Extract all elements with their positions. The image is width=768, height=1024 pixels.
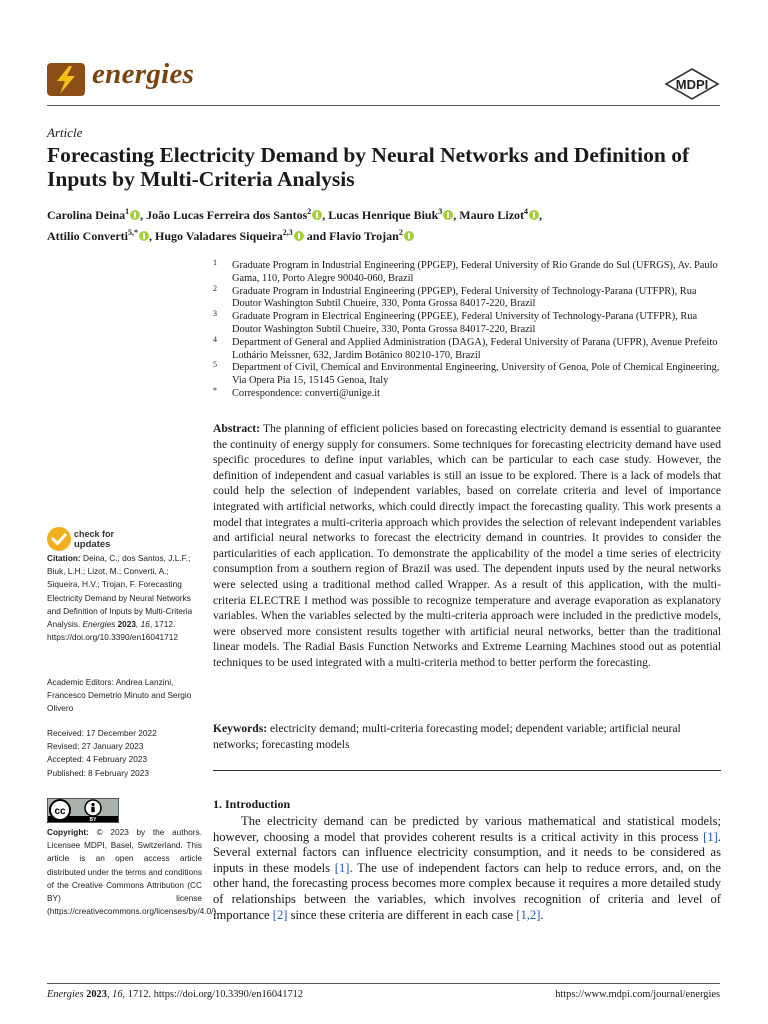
orcid-icon[interactable]	[130, 210, 140, 220]
abstract	[213, 421, 721, 671]
cc-by-label: BY	[89, 817, 97, 823]
author-affil-sup: 1	[125, 207, 130, 216]
orcid-icon[interactable]	[312, 210, 322, 220]
affiliation-item	[213, 283, 728, 312]
author-name: Hugo Valadares Siqueira	[154, 229, 283, 243]
affiliation-number: 3	[213, 309, 217, 319]
author-sep: ,	[539, 208, 543, 222]
author-name: Attilio Converti	[47, 229, 128, 243]
journal-url[interactable]: https://www.mdpi.com/journal/energies	[555, 989, 720, 1000]
citation-volume: , 16	[136, 619, 150, 630]
author-list	[47, 203, 727, 245]
orcid-icon[interactable]	[529, 210, 539, 220]
author-sep: ,	[140, 208, 147, 222]
author-name: João Lucas Ferreira dos Santos	[146, 208, 308, 222]
affiliation-text: Department of General and Applied Administration (DAGA), Federal University of Parana (UFPR), Avenue Prefeito Lothário Meissner, 632, Jardim Botânico 80210-170, Brazil	[232, 336, 718, 361]
footer-citation	[47, 989, 303, 1000]
intro-text: . Several external factors can influence electricity consumption, and it needs to be considered as inputs in these models	[213, 829, 721, 875]
author-name: Flavio Trojan	[329, 229, 399, 243]
citation-block	[47, 552, 202, 644]
author-affil-sup: 3	[438, 207, 443, 216]
keywords-text: electricity demand; multi-criteria forecasting model; dependent variable; artificial neural networks; forecasting models	[213, 722, 681, 751]
intro-text: since these criteria are different in each case	[287, 907, 517, 922]
author-sep: and	[303, 229, 330, 243]
revised-date: Revised: 27 January 2023	[47, 741, 144, 752]
orcid-icon[interactable]	[139, 231, 149, 241]
svg-text:cc: cc	[54, 806, 66, 817]
header-divider	[47, 105, 720, 106]
author-sep: ,	[322, 208, 329, 222]
affiliation-list	[213, 260, 728, 401]
article-type: Article	[47, 125, 83, 140]
author-name: Lucas Henrique Biuk	[328, 208, 439, 222]
affiliation-number: 5	[213, 360, 217, 370]
page-title: Forecasting Electricity Demand by Neural Networks and Definition of Inputs by Multi-Criteria Analysis	[47, 143, 690, 191]
author-affil-sup: 5,*	[127, 228, 138, 237]
affiliation-item	[213, 311, 728, 337]
copyright-label: Copyright:	[47, 827, 89, 837]
author-sep: ,	[453, 208, 460, 222]
footer-year: 2023	[83, 989, 107, 1000]
affiliation-number: 4	[213, 334, 217, 344]
author-sep: ,	[148, 229, 155, 243]
affiliation-number: 1	[213, 258, 217, 267]
abstract-label: Abstract:	[213, 422, 261, 435]
journal-name: energies	[92, 58, 195, 90]
accepted-date: Accepted: 4 February 2023	[47, 754, 148, 765]
affiliation-item	[213, 362, 728, 388]
orcid-icon[interactable]	[404, 231, 414, 241]
author-affil-sup: 2	[307, 207, 312, 216]
footer-volume: , 16	[106, 989, 123, 1000]
copyright-block	[47, 826, 219, 918]
intro-text: .	[540, 907, 544, 922]
orcid-icon[interactable]	[294, 231, 304, 241]
check-for-updates-line2[interactable]: updates	[74, 539, 111, 550]
author-affil-sup: 2	[398, 228, 403, 237]
intro-text: The electricity demand can be predicted by various mathematical and statistical models; however, choosing a model that provides coherent results is a critical activity in this process	[213, 814, 721, 844]
correspondence-item	[213, 385, 728, 401]
publisher-name: MDPI	[675, 77, 709, 92]
affiliation-text: Graduate Program in Industrial Engineering (PPGEP), Federal University of Rio Grande do Sul (UFRGS), Av. Paulo Gama, 110, Porto Alegre 90040-060, Brazil	[232, 260, 718, 284]
check-for-updates-icon[interactable]	[47, 527, 71, 551]
author-name: Carolina Deina	[47, 208, 126, 222]
abstract-text: The planning of efficient policies based on forecasting electricity demand is essential to guarantee the continuity of energy supply for consumers. Some techniques for forecasting electricity demand have used specific procedures to define input variables, which can be particular to each case study. However, the definition of independent and casual variables is still an issue to be explored. There is a lack of models that could help the selection of independent variables, based on correlate criteria and level of importance integrated with artificial networks, which could directly impact the forecasting quality. This work presents a model that integrates a multi-criteria approach which provides the selection of relevant independent variables and artificial neural networks to forecast the electricity demand in countries. It provides to consider the particularities of each application. To demonstrate the applicability of the model a time series of electricity consumption from a southern region of Brazil was used. The dependent inputs used by the neural networks were selected using a traditional method called Wrapper. As a result of this application, with the multi-criteria ELECTRE I method was possible to recognize temperature and average evaporation as explanatory variables. When the variables selected by the multi-criteria approach were included in the predictive models, were observed more consistent results together with artificial neural networks, better than the traditional linear models. The Radial Basis Function Networks and Extreme Learning Machines stood out as potential techniques to be used integrated with a multi-criteria method to better perform the forecasting.	[213, 422, 721, 669]
academic-editors: Academic Editors: Andrea Lanzini, Francesco Demetrio Minuto and Sergio Olivero	[47, 677, 192, 714]
citation-label: Citation:	[47, 553, 81, 563]
affiliation-number: *	[213, 385, 217, 395]
reference-link[interactable]: [1]	[703, 829, 718, 844]
citation-journal: Energies	[82, 619, 116, 630]
intro-text: . The use of independent factors can help to reduce errors, and, on the other hand, the forecasting process becomes more complex because it requires a more detailed study of relationships between the variables, which involves recognition of criteria and level of importance	[213, 860, 721, 922]
section-heading: 1. Introduction	[213, 797, 291, 811]
reference-link[interactable]: [1]	[334, 860, 350, 875]
publication-dates	[47, 727, 202, 780]
footer-divider	[47, 983, 720, 984]
author-affil-sup: 4	[524, 207, 529, 216]
footer-doi[interactable]: , 1712. https://doi.org/10.3390/en16041712	[122, 989, 304, 1000]
affiliation-text: Graduate Program in Electrical Engineering (PPGEE), Federal University of Technology-Parana (UTFPR), Rua Doutor Washington Subtil Chueire, 330, Ponta Grossa 84017-220, Brazil	[232, 311, 698, 335]
citation-doi[interactable]: , 1712. https://doi.org/10.3390/en16041712	[47, 619, 179, 643]
citation-year: 2023	[115, 619, 137, 630]
affiliation-number: 2	[213, 283, 217, 293]
keywords	[213, 721, 721, 752]
received-date: Received: 17 December 2022	[47, 728, 157, 738]
citation-text: Deina, C.; dos Santos, J.L.F.; Biuk, L.H.; Lizot, M.; Converti, A.; Siqueira, H.V.; Trojan, F. Forecasting Electricity Demand by Neural Networks and Definition of Inputs by Multi-Criteria Analysis.	[47, 553, 193, 630]
affiliation-text: Department of Civil, Chemical and Environmental Engineering, University of Genoa, Pole of Chemical Engineering, Via Opera Pia 15, 15145 Genoa, Italy	[232, 362, 720, 387]
check-for-updates-line1[interactable]: check for	[74, 529, 115, 539]
footer-journal: Energies	[47, 989, 84, 1000]
published-date: Published: 8 February 2023	[47, 767, 149, 778]
cc-by-license-icon[interactable]	[47, 798, 119, 823]
author-affil-sup: 2,3	[282, 228, 293, 237]
reference-link[interactable]: [2]	[272, 907, 288, 922]
abstract-divider	[213, 770, 721, 771]
intro-paragraph	[213, 814, 721, 923]
keywords-label: Keywords:	[213, 722, 268, 735]
mdpi-logo-icon	[664, 68, 720, 100]
orcid-icon[interactable]	[443, 210, 453, 220]
affiliation-item	[213, 260, 728, 286]
author-name: Mauro Lizot	[459, 208, 525, 222]
journal-logo-icon	[47, 63, 85, 96]
correspondence-text[interactable]: Correspondence: converti@unige.it	[232, 387, 381, 399]
affiliation-text: Graduate Program in Industrial Engineering (PPGEP), Federal University of Technology-Parana (UTFPR), Rua Doutor Washington Subtil Chueire, 330, Ponta Grossa 84017-220, Brazil	[232, 285, 697, 310]
copyright-text: © 2023 by the authors. Licensee MDPI, Basel, Switzerland. This article is an open access article distributed under the terms and conditions of the Creative Commons Attribution (CC BY) license (https://creativecommons.org/licenses/by/4.0/).	[47, 827, 219, 917]
affiliation-item	[213, 334, 728, 363]
reference-link[interactable]: [1,2]	[516, 907, 541, 922]
